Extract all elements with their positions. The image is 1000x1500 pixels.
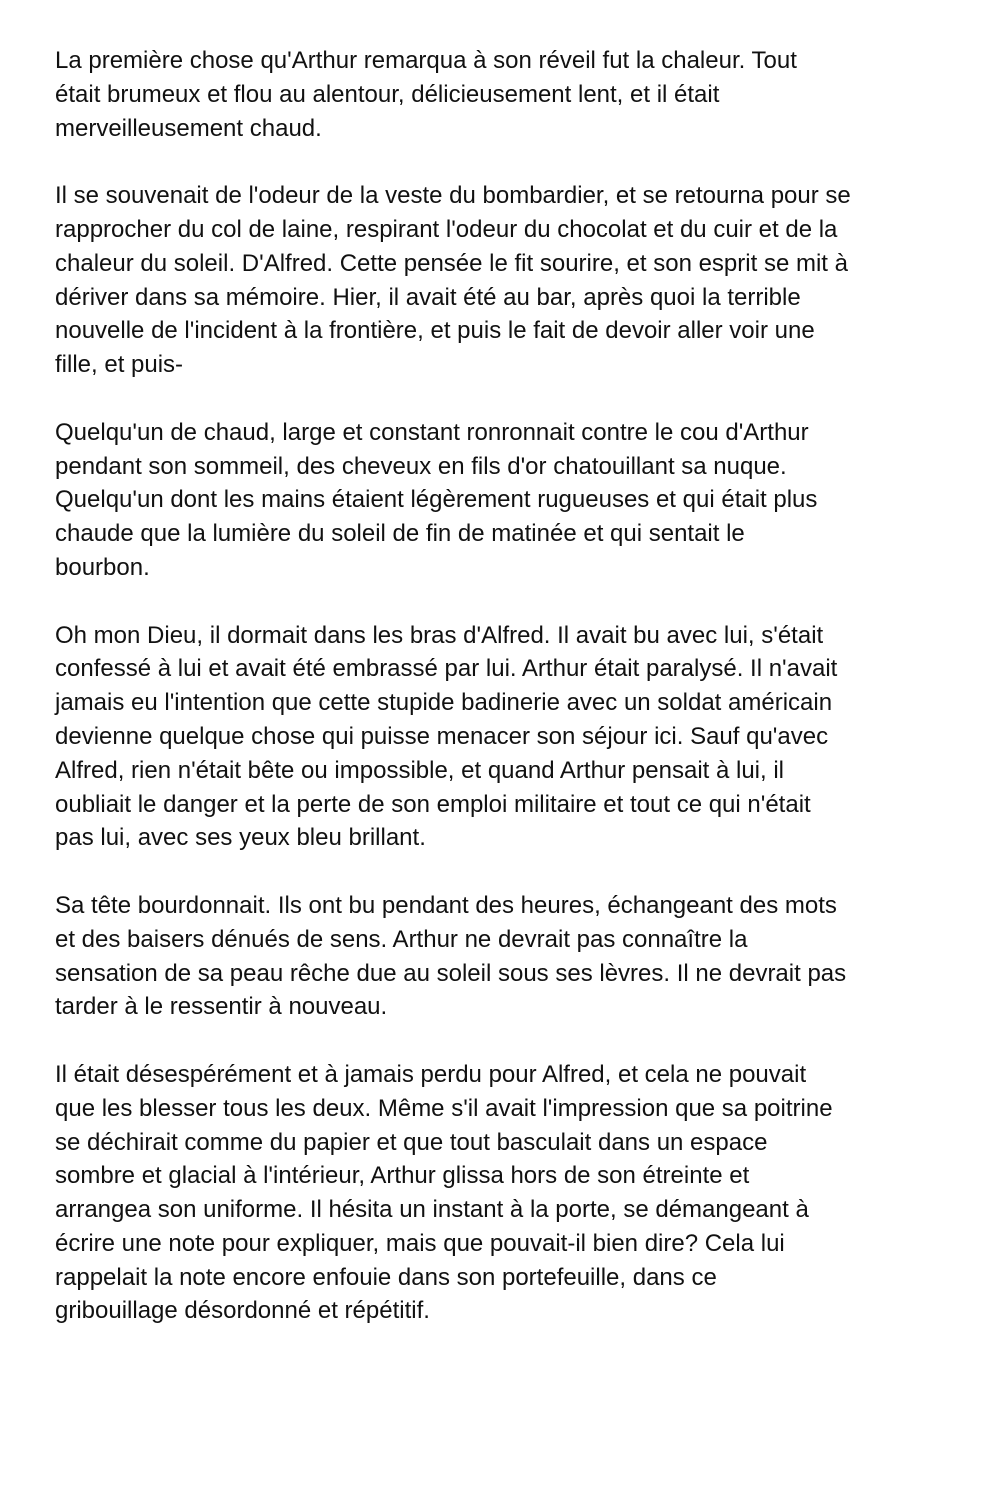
paragraph-6: Il était désespérément et à jamais perdu pour Alfred, et cela ne pouvait que les blesser tous les deux. Même s'il avait l'impression que sa poitrine se déchirait comme du papier et que tout basculait dans un espace sombre et glacial à l'intérieur, Arthur glissa hors de son étreinte et arrangea son uniforme. Il hésita un instant à la porte, se démangeant à écrire une note pour expliquer, mais que pouvait-il bien dire? Cela lui rappelait la note encore enfouie dans son portefeuille, dans ce gribouillage désordonné et répétitif. [55,1060,833,1325]
paragraph-3: Quelqu'un de chaud, large et constant ronronnait contre le cou d'Arthur pendant son sommeil, des cheveux en fils d'or chatouillant sa nuque. Quelqu'un dont les mains étaient légèrement rugueuses et qui était plus chaude que la lumière du soleil de fin de matinée et qui sentait le bourbon. [55,418,818,581]
paragraph-4: Oh mon Dieu, il dormait dans les bras d'Alfred. Il avait bu avec lui, s'était confessé à lui et avait été embrassé par lui. Arthur était paralysé. Il n'avait jamais eu l'intention que cette stupide badinerie avec un soldat américain devienne quelque chose qui puisse menacer son séjour ici. Sauf qu'avec Alfred, rien n'était bête ou impossible, et quand Arthur pensait à lui, il oubliait le danger et la perte de son emploi militaire et tout ce qui n'était pas lui, avec ses yeux bleu brillant. [55,621,838,852]
paragraph-2: Il se souvenait de l'odeur de la veste du bombardier, et se retourna pour se rapprocher du col de laine, respirant l'odeur du chocolat et du cuir et de la chaleur du soleil. D'Alfred. Cette pensée le fit sourire, et son esprit se mit à dériver dans sa mémoire. Hier, il avait été au bar, après quoi la terrible nouvelle de l'incident à la frontière, et puis le fait de devoir aller voir une fille, et puis- [55,182,851,379]
paragraph-1: La première chose qu'Arthur remarqua à son réveil fut la chaleur. Tout était brumeux et flou au alentour, délicieusement lent, et il était merveilleusement chaud. [55,47,797,142]
paragraph-5: Sa tête bourdonnait. Ils ont bu pendant des heures, échangeant des mots et des baisers dénués de sens. Arthur ne devrait pas connaître la sensation de sa peau rêche due au soleil sous ses lèvres. Il ne devrait pas tarder à le ressentir à nouveau. [55,891,847,1021]
document-body [55,44,955,1362]
